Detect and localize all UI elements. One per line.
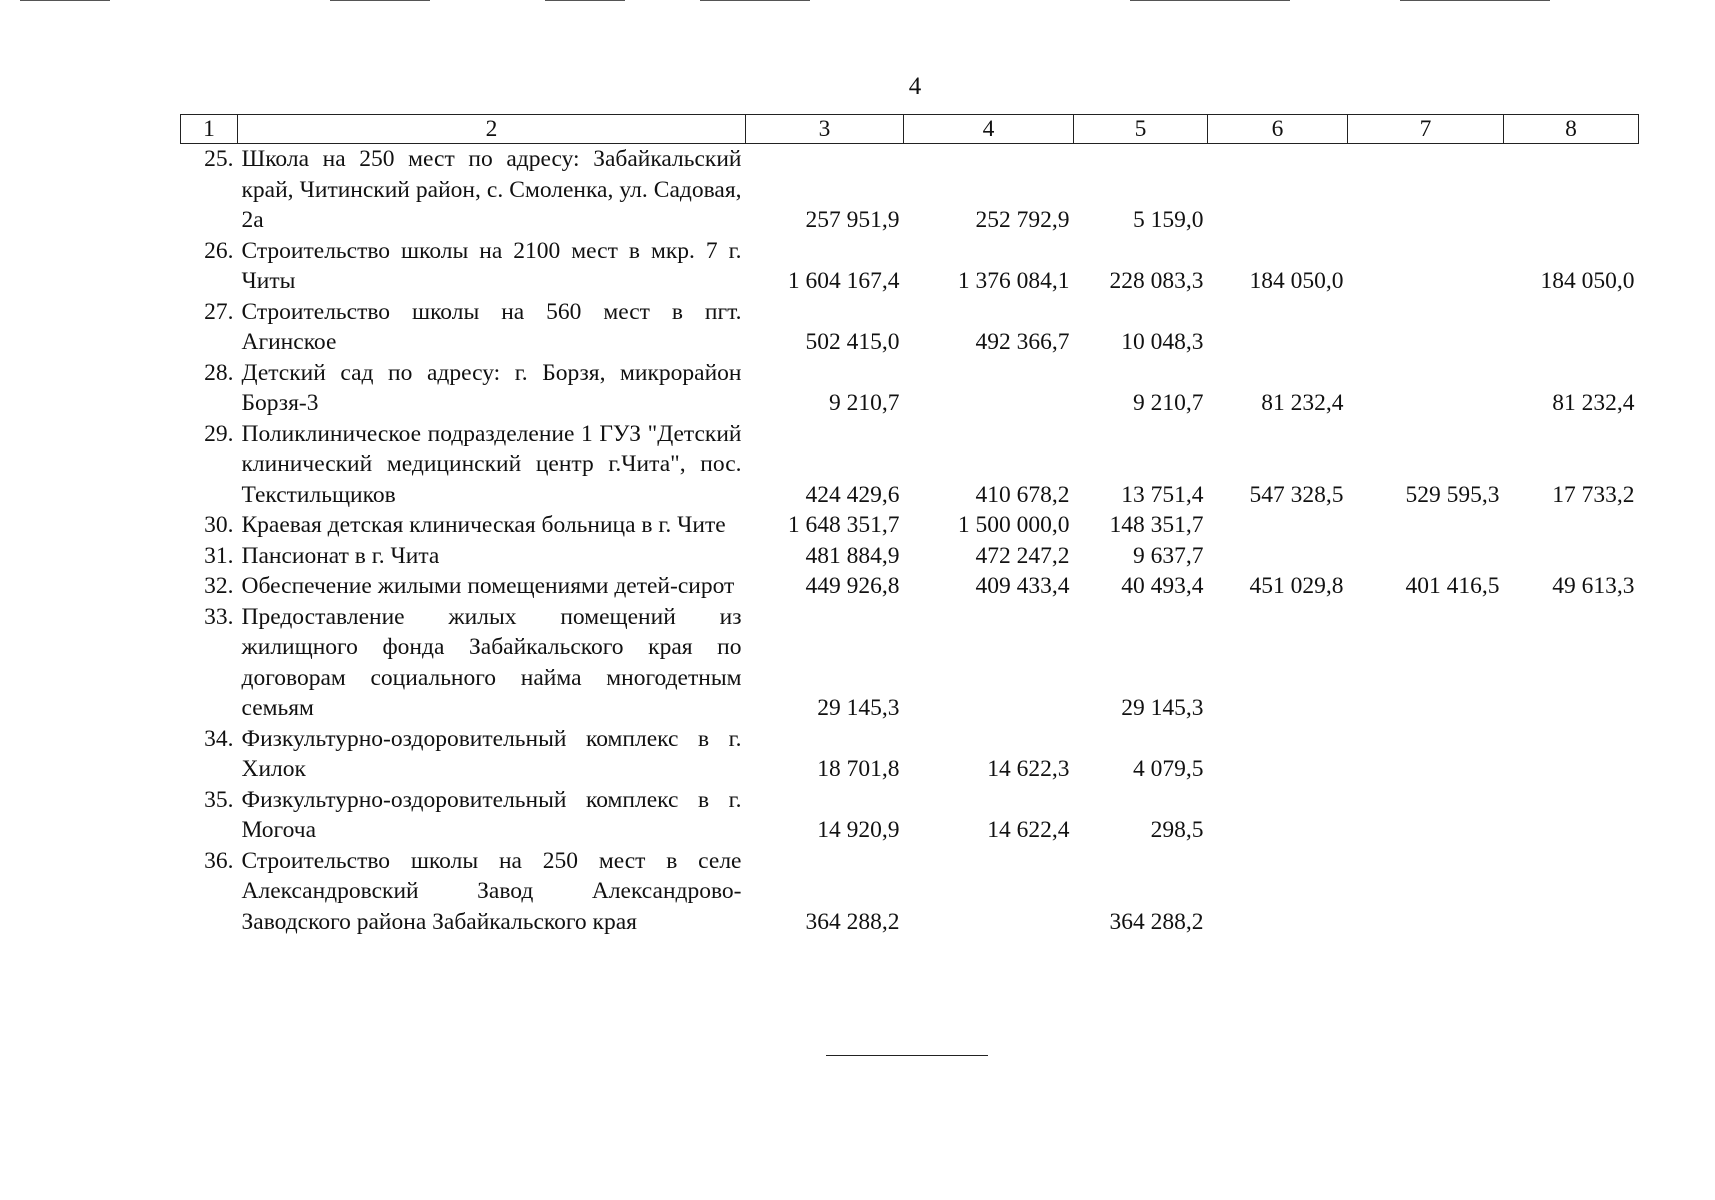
object-name: Детский сад по адресу: г. Борзя, микрорайон Борзя-3 xyxy=(241,359,742,416)
value-col-7 xyxy=(1348,144,1504,236)
value-col-3: 257 951,9 xyxy=(805,207,900,233)
value-col-7 xyxy=(1348,236,1504,297)
value-col-6: 547 328,5 xyxy=(1249,481,1344,508)
value-col-7 xyxy=(1348,602,1504,724)
end-of-table-rule xyxy=(826,1055,988,1056)
table-row xyxy=(181,510,1639,541)
value-col-8: 49 613,3 xyxy=(1552,573,1635,599)
object-name: Обеспечение жилыми помещениями детей-сирот xyxy=(241,573,735,599)
table-row xyxy=(181,785,1639,846)
object-name: Строительство школы на 560 мест в пгт. Агинское xyxy=(241,298,742,355)
row-number: 27. xyxy=(204,298,234,325)
row-number: 26. xyxy=(204,237,234,264)
value-col-5: 298,5 xyxy=(1150,817,1204,843)
value-col-8: 184 050,0 xyxy=(1540,268,1635,294)
value-col-8 xyxy=(1504,846,1639,938)
scan-edge-mark xyxy=(330,0,430,1)
value-col-8 xyxy=(1504,602,1639,724)
object-name: Строительство школы на 2100 мест в мкр. 7 г. Читы xyxy=(241,237,742,294)
row-number: 31. xyxy=(204,542,234,569)
page-number: 4 xyxy=(908,73,922,100)
value-col-7 xyxy=(1348,724,1504,785)
object-name: Предоставление жилых помещений из жилищного фонда Забайкальского края по договорам социального найма многодетным семьям xyxy=(241,603,742,721)
value-col-8 xyxy=(1504,144,1639,236)
value-col-7 xyxy=(1348,297,1504,358)
value-col-5: 148 351,7 xyxy=(1109,512,1204,538)
value-col-7: 529 595,3 xyxy=(1405,481,1500,508)
value-col-5: 40 493,4 xyxy=(1121,573,1204,599)
value-col-7 xyxy=(1348,358,1504,419)
value-col-5: 9 210,7 xyxy=(1133,390,1204,416)
value-col-8: 81 232,4 xyxy=(1552,390,1635,416)
value-col-6 xyxy=(1208,541,1348,572)
scan-edge-mark xyxy=(1130,0,1290,1)
row-number: 30. xyxy=(204,512,234,538)
row-number: 32. xyxy=(204,573,234,599)
object-name: Пансионат в г. Чита xyxy=(241,542,440,569)
value-col-8 xyxy=(1504,724,1639,785)
value-col-4 xyxy=(904,358,1074,419)
value-col-3: 18 701,8 xyxy=(817,756,900,782)
value-col-6 xyxy=(1208,144,1348,236)
table-row xyxy=(181,419,1639,511)
table-body xyxy=(181,144,1639,938)
value-col-4: 409 433,4 xyxy=(975,573,1070,599)
value-col-4: 410 678,2 xyxy=(975,481,1070,508)
value-col-5: 364 288,2 xyxy=(1109,908,1204,935)
scan-edge-mark xyxy=(700,0,810,1)
row-number: 36. xyxy=(204,847,234,874)
value-col-4: 472 247,2 xyxy=(975,542,1070,569)
table-row xyxy=(181,358,1639,419)
value-col-7 xyxy=(1348,846,1504,938)
value-col-3: 481 884,9 xyxy=(805,542,900,569)
value-col-6 xyxy=(1208,510,1348,541)
table-row xyxy=(181,571,1639,602)
column-header-8: 8 xyxy=(1504,115,1639,144)
object-name: Поликлиническое подразделение 1 ГУЗ "Детский клинический медицинский центр г.Чита", пос. Текстильщиков xyxy=(241,420,742,508)
value-col-4: 14 622,4 xyxy=(987,817,1070,843)
value-col-6 xyxy=(1208,297,1348,358)
value-col-3: 9 210,7 xyxy=(829,390,900,416)
value-col-5: 29 145,3 xyxy=(1121,695,1204,721)
value-col-8 xyxy=(1504,541,1639,572)
value-col-3: 502 415,0 xyxy=(805,329,900,355)
column-header-7: 7 xyxy=(1348,115,1504,144)
value-col-3: 29 145,3 xyxy=(817,695,900,721)
value-col-7: 401 416,5 xyxy=(1405,573,1500,599)
value-col-6: 451 029,8 xyxy=(1249,573,1344,599)
value-col-4: 252 792,9 xyxy=(975,207,1070,233)
value-col-5: 228 083,3 xyxy=(1109,268,1204,294)
table-row xyxy=(181,297,1639,358)
value-col-7 xyxy=(1348,510,1504,541)
table-row xyxy=(181,602,1639,724)
scan-edge-mark xyxy=(20,0,110,1)
value-col-4: 1 376 084,1 xyxy=(957,268,1070,294)
value-col-4 xyxy=(904,846,1074,938)
row-number: 25. xyxy=(204,146,234,172)
column-header-4: 4 xyxy=(904,115,1074,144)
column-header-5: 5 xyxy=(1074,115,1208,144)
value-col-4 xyxy=(904,602,1074,724)
value-col-6 xyxy=(1208,724,1348,785)
value-col-3: 1 648 351,7 xyxy=(787,512,900,538)
object-name: Физкультурно-оздоровительный комплекс в г. Хилок xyxy=(241,725,742,782)
value-col-3: 364 288,2 xyxy=(805,908,900,935)
value-col-7 xyxy=(1348,541,1504,572)
row-number: 35. xyxy=(204,786,234,813)
value-col-3: 14 920,9 xyxy=(817,817,900,843)
column-header-2: 2 xyxy=(238,115,746,144)
value-col-4: 14 622,3 xyxy=(987,756,1070,782)
value-col-6: 81 232,4 xyxy=(1261,390,1344,416)
value-col-4: 1 500 000,0 xyxy=(957,512,1070,538)
value-col-4: 492 366,7 xyxy=(975,329,1070,355)
object-name: Строительство школы на 250 мест в селе Александровский Завод Александрово-Заводского района Забайкальского края xyxy=(241,847,742,935)
table-row xyxy=(181,144,1639,236)
value-col-8: 17 733,2 xyxy=(1552,481,1635,508)
value-col-3: 1 604 167,4 xyxy=(787,268,900,294)
column-header-1: 1 xyxy=(181,115,238,144)
column-number-header-row xyxy=(181,115,1639,144)
column-header-6: 6 xyxy=(1208,115,1348,144)
value-col-5: 5 159,0 xyxy=(1133,207,1204,233)
row-number: 33. xyxy=(204,603,234,630)
value-col-6 xyxy=(1208,602,1348,724)
value-col-8 xyxy=(1504,297,1639,358)
value-col-5: 4 079,5 xyxy=(1133,756,1204,782)
value-col-3: 449 926,8 xyxy=(805,573,900,599)
row-number: 34. xyxy=(204,725,234,752)
object-name: Физкультурно-оздоровительный комплекс в г. Могоча xyxy=(241,786,742,843)
table-row xyxy=(181,724,1639,785)
value-col-8 xyxy=(1504,785,1639,846)
scan-edge-mark xyxy=(545,0,625,1)
value-col-5: 10 048,3 xyxy=(1121,329,1204,355)
object-name: Школа на 250 мест по адресу: Забайкальский край, Читинский район, с. Смоленка, ул. Садовая, 2а xyxy=(241,146,742,233)
table-row xyxy=(181,236,1639,297)
data-table xyxy=(180,114,1639,937)
value-col-6 xyxy=(1208,785,1348,846)
table-row xyxy=(181,846,1639,938)
value-col-3: 424 429,6 xyxy=(805,481,900,508)
scan-edge-mark xyxy=(1400,0,1550,1)
column-header-3: 3 xyxy=(746,115,904,144)
value-col-6 xyxy=(1208,846,1348,938)
table-row xyxy=(181,541,1639,572)
value-col-7 xyxy=(1348,785,1504,846)
value-col-5: 9 637,7 xyxy=(1133,542,1204,569)
row-number: 29. xyxy=(204,420,234,447)
object-name: Краевая детская клиническая больница в г. Чите xyxy=(241,512,726,538)
value-col-6: 184 050,0 xyxy=(1249,268,1344,294)
row-number: 28. xyxy=(204,359,234,386)
value-col-5: 13 751,4 xyxy=(1121,481,1204,508)
value-col-8 xyxy=(1504,510,1639,541)
